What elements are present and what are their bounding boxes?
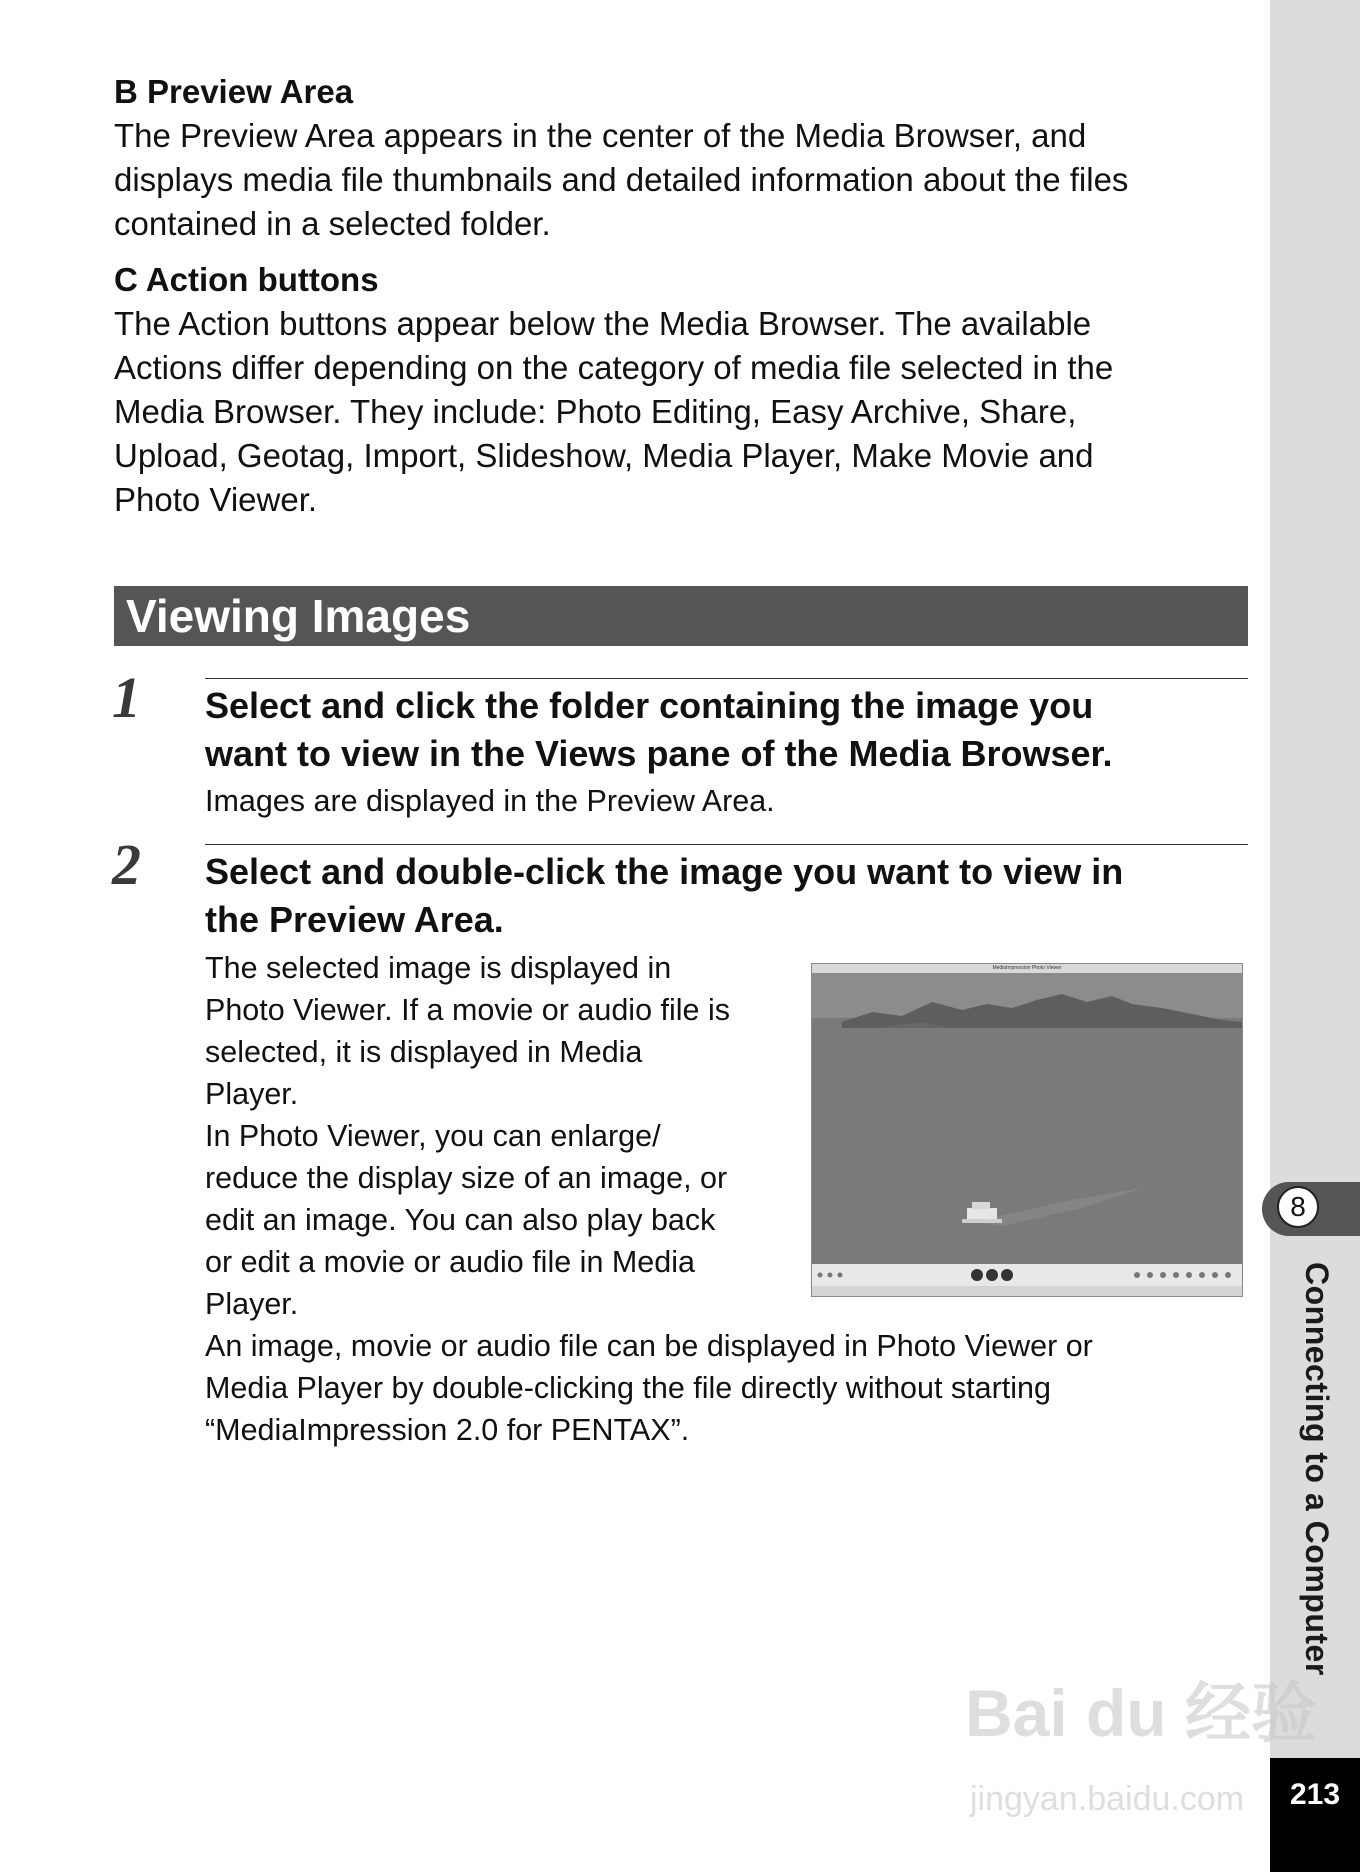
text-line: Upload, Geotag, Import, Slideshow, Media Player, Make Movie and bbox=[114, 437, 1094, 474]
text-line: The Preview Area appears in the center of the Media Browser, and bbox=[114, 117, 1087, 154]
section-heading-preview-area: B Preview Area bbox=[114, 73, 354, 110]
text-line: or edit a movie or audio file in Media bbox=[205, 1245, 695, 1279]
photo-viewer-screenshot bbox=[811, 963, 1243, 1297]
text-line: Photo Viewer. bbox=[114, 481, 318, 518]
step-title bbox=[205, 848, 1265, 944]
text-line: The selected image is displayed in bbox=[205, 951, 672, 985]
text-line: displays media file thumbnails and detailed information about the files bbox=[114, 161, 1129, 198]
chapter-number: 8 bbox=[1277, 1186, 1319, 1228]
step-title-line: Select and click the folder containing the image you bbox=[205, 685, 1094, 726]
watermark-url: jingyan.baidu.com bbox=[970, 1780, 1245, 1818]
step-title-line: want to view in the Views pane of the Media Browser. bbox=[205, 733, 1113, 774]
screenshot-title: MediaImpression Photo Viewer bbox=[812, 964, 1242, 973]
watermark-logo: Bai du 经验 bbox=[965, 1676, 1318, 1750]
text-line: The Action buttons appear below the Media Browser. The available bbox=[114, 305, 1092, 342]
section-body-preview-area bbox=[114, 114, 1264, 246]
text-line: In Photo Viewer, you can enlarge/ bbox=[205, 1119, 661, 1153]
step-text: Images are displayed in the Preview Area. bbox=[205, 784, 775, 818]
text-line: Player. bbox=[205, 1287, 299, 1321]
text-line: Player. bbox=[205, 1077, 299, 1111]
step-divider bbox=[205, 678, 1248, 679]
step-title bbox=[205, 682, 1265, 778]
section-body-action-buttons bbox=[114, 302, 1264, 522]
section-banner: Viewing Images bbox=[114, 586, 1248, 646]
chapter-title: Connecting to a Computer bbox=[1299, 1262, 1335, 1676]
text-line: contained in a selected folder. bbox=[114, 205, 551, 242]
page-number: 213 bbox=[1270, 1758, 1360, 1872]
text-line: Media Browser. They include: Photo Editing, Easy Archive, Share, bbox=[114, 393, 1077, 430]
step-title-line: Select and double-click the image you want to view in bbox=[205, 851, 1124, 892]
step-divider bbox=[205, 844, 1248, 845]
step-title-line: the Preview Area. bbox=[205, 899, 504, 940]
text-line: “MediaImpression 2.0 for PENTAX”. bbox=[205, 1413, 690, 1447]
seascape-image bbox=[812, 964, 1243, 1297]
section-heading-action-buttons: C Action buttons bbox=[114, 261, 379, 298]
text-line: edit an image. You can also play back bbox=[205, 1203, 716, 1237]
step-number: 2 bbox=[112, 832, 141, 897]
text-line: Photo Viewer. If a movie or audio file is bbox=[205, 993, 730, 1027]
screenshot-controls bbox=[812, 1264, 1242, 1286]
step-number: 1 bbox=[112, 665, 141, 730]
text-line: An image, movie or audio file can be displayed in Photo Viewer or bbox=[205, 1329, 1093, 1363]
text-line: reduce the display size of an image, or bbox=[205, 1161, 728, 1195]
text-line: selected, it is displayed in Media bbox=[205, 1035, 643, 1069]
playback-icon bbox=[812, 1264, 1243, 1286]
screenshot-status-bar bbox=[812, 1286, 1242, 1296]
text-line: Media Player by double-clicking the file directly without starting bbox=[205, 1371, 1051, 1405]
text-line: Actions differ depending on the category of media file selected in the bbox=[114, 349, 1114, 386]
